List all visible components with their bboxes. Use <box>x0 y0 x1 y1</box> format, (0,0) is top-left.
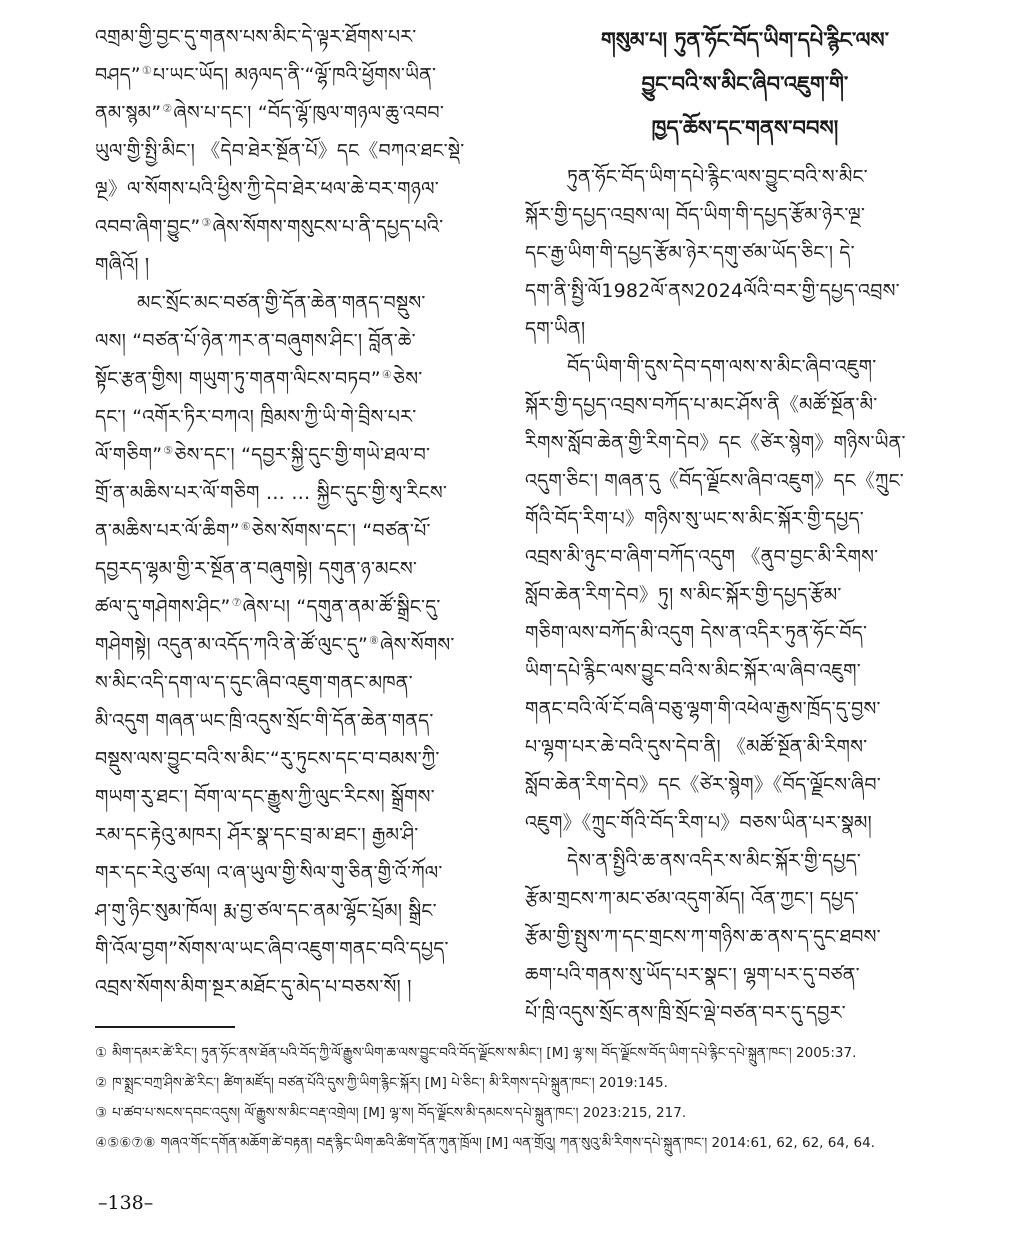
footnote-separator-rule <box>95 1026 235 1028</box>
text-line: མི་འདུག གཞན་ཡང་ཁྲི་འདུས་སྲོང་གི་དོན་ཆེན་གནད་ <box>95 710 434 732</box>
text-line: སྐོར་གྱི་དཔྱད་འབྲས་བཀོད་པ་མང་ཤོས་ནི《མཚོ་སྔོན་མི་ <box>525 394 878 416</box>
footnote-ref-marker: ① <box>141 63 152 77</box>
text-line: ཚལ་དུ་གཤེགས་ཤིང”⑦ཞེས་པ། “དགུན་ནམ་ཚོ་སྒྲིང་དུ་ <box>95 595 441 618</box>
text-line: མང་སྲོང་མང་བཙན་གྱི་དོན་ཆེན་གནད་བསྡུས་ <box>137 292 426 314</box>
text-line: གྲོ་ན་མཆིས་པར་ལོ་གཅིག … … སྐྱིང་དུང་གྱི་སྭ་རིངས་ <box>95 482 448 504</box>
text-line: ཡུལ་གྱི་སྤྱི་མིང་། 《དེབ་ཐེར་སྔོན་པོ》དང《བཀའ་ཐང་སྡེ་ <box>95 140 465 162</box>
text-line: འབྲས་མི་ཉུང་བ་ཞིག་བཀོད་འདུག 《ནུབ་བྱང་མི་རིགས་ <box>525 546 879 568</box>
page-number: –138– <box>98 1192 154 1214</box>
right-paragraph-3 <box>525 842 965 1032</box>
text-line: ན་མཆིས་པར་ལོ་ཆིག”⑥ཅེས་སོགས་དང་། “བཙན་པོ་ <box>95 519 431 542</box>
text-line: པོ་ཁྲི་འདུས་སྲོང་ནས་ཁྲི་སྲོང་ལྡེ་བཙན་བར་དུ་དབྱར་ <box>525 1002 846 1024</box>
text-line: ས་མིང་འདི་དག་ལ་ད་དུང་ཞིབ་འཇུག་གནང་མཁན་ <box>95 672 413 694</box>
left-paragraph-1 <box>95 18 497 284</box>
text-line: ཏུན་ཧོང་བོད་ཡིག་དཔེ་རྙིང་ལས་བྱུང་བའི་ས་མིང་ <box>567 166 868 188</box>
text-line: འབབ་ཞིག་བྱུང”③ཞེས་སོགས་གསུངས་པ་ནི་དཔྱད་པའི་ <box>95 215 444 238</box>
text-line: ཆག་པའི་གནས་སུ་ཡོད་པར་སྣང་། ལྷག་པར་དུ་བཙན་ <box>525 964 860 986</box>
text-line: ལོ་གཅིག”⑤ཅེས་དང་། “དབྱར་སྐྱི་དུང་གྱི་གཡེ་ཐལ་བ་ <box>95 443 431 466</box>
text-line: འགྲམ་གྱི་བྱང་དུ་གནས་པས་མིང་དེ་ལྟར་ཐོགས་པར་ <box>95 26 417 48</box>
text-line: དང་། “འགོར་ཏིར་བཀའ། ཁྲིམས་ཀྱི་ཡི་གེ་བྲིས་པར་ <box>95 406 417 428</box>
text-line: གཅིག་ལས་བཀོད་མི་འདུག དེས་ན་འདིར་ཏུན་ཧོང་བོད་ <box>525 622 868 644</box>
text-line: གཞིའོ། ། <box>95 254 150 276</box>
text-line: ཤ་གུ་ཉིང་སུམ་ཁོལ། རྨ་བྱ་ཙལ་དང་ནམ་ལྷོང་པྲོམ། སྒྲིང་ <box>95 900 437 922</box>
text-line: བཤད”①པ་ཡང་ཡོད། མཉལད་ནི་“ལྷོ་ཁའི་ཕྱོགས་ཡིན་ <box>95 63 437 86</box>
footnotes-section <box>95 1026 962 1160</box>
footnote-ref-marker: ⑧ <box>369 633 380 647</box>
left-column <box>95 18 497 1032</box>
footnote-ref-marker: ② <box>162 101 173 115</box>
footnote-1-marker: ① <box>95 1045 108 1061</box>
footnote-ref-marker: ⑦ <box>231 595 242 609</box>
text-line: གནང་བའི་ལོ་ངོ་བཞི་བཅུ་ལྷག་གི་འཕེལ་རྒྱས་ཁྲོད་དུ་བྱས་ <box>525 698 881 720</box>
footnote-ref-marker: ④ <box>381 367 392 381</box>
right-column <box>525 18 965 1032</box>
text-line: སློབ་ཆེན་རིག་དེབ》དང《ཙེར་སྙེག》《བོད་ལྗོངས་ཞིབ་ <box>525 774 881 796</box>
text-line: ལྔ》ལ་སོགས་པའི་ཕྱིས་ཀྱི་དེབ་ཐེར་ཕལ་ཆེ་བར་གཉལ་ <box>95 178 439 200</box>
footnote-4-text: གཞའ་གོང་དགོན་མཆོག་ཚེ་བརྟན། བརྡ་རྙིང་ཡིག་ཆའི་ཚིག་དོན་ཀུན་ཁྲོལ། [M] ལན་གྲོའུ། ཀན་སུའུ་མི་རིགས་དཔེ་སྐྲུན་ཁང་། 2014:61, 62, 62, 64, 64. <box>160 1135 875 1151</box>
text-line: གི་འོལ་བྱག”སོགས་ལ་ཡང་ཞིབ་འཇུག་གནང་བའི་དཔྱད་ <box>95 938 449 960</box>
text-line: ལས། “བཙན་པོ་ཉེན་ཀར་ན་བཞུགས་ཤིང་། བློན་ཆེ་ <box>95 330 416 352</box>
text-line: འདུག་ཅིང་། གཞན་དུ《བོད་ལྗོངས་ཞིབ་འཇུག》དང《ཀྲུང་ <box>525 470 904 492</box>
footnote-1-text: མིག་དམར་ཚེ་རིང་། ཏུན་ཧོང་ནས་ཐོན་པའི་བོད་ཀྱི་ལོ་རྒྱུས་ཡིག་ཆ་ལས་བྱུང་བའི་བོད་ལྗོངས་ས་མིང་། [M] ལྷ་ས། བོད་ལྗོངས་བོད་ཡིག་དཔེ་རྙིང་དཔེ་སྐྲུན་ཁང་། 2005:37. <box>112 1045 857 1061</box>
text-line: སློབ་ཆེན་རིག་དེབ》ཏུ། ས་མིང་སྐོར་གྱི་དཔྱད་རྩོམ་ <box>525 584 842 606</box>
footnote-1 <box>95 1040 962 1067</box>
text-line: ནམ་སྙམ”②ཞེས་པ་དང་། “བོད་ལྷོ་ཁུལ་གཉལ་ཆུ་འབབ་ <box>95 101 445 124</box>
footnote-2-text: ཁ་སྨྲང་བཀྲ་ཤིས་ཚེ་རིང་། ཚིག་མཛོད། བཙན་པོའི་དུས་ཀྱི་ཡིག་རྙིང་སྐོར། [M] པེ་ཅིང་། མི་རིགས་དཔེ་སྐྲུན་ཁང་། 2019:145. <box>112 1075 668 1091</box>
text-columns <box>95 18 965 1032</box>
footnote-3 <box>95 1100 962 1127</box>
footnote-4-marker: ④⑤⑥⑦⑧ <box>95 1135 156 1151</box>
footnote-3-text: པ་ཚབ་པ་སངས་དབང་འདུས། ལོ་རྒྱུས་ས་མིང་བརྡ་འགྲེལ། [M] ལྷ་ས། བོད་ལྗོངས་མི་དམངས་དཔེ་སྐྲུན་ཁང་། 2023:215, 217. <box>112 1105 687 1121</box>
right-paragraph-2 <box>525 348 965 842</box>
footnote-ref-marker: ⑤ <box>163 443 174 457</box>
footnote-4 <box>95 1130 962 1157</box>
text-line: འཇུག》《ཀྲུང་གོའི་བོད་རིག་པ》བཅས་ཡིན་པར་སྣམ། <box>525 812 872 834</box>
text-line: གསུམ་པ། ཏུན་ཧོང་བོད་ཡིག་དཔེ་རྙིང་ལས་ <box>600 28 890 52</box>
text-line: འབྲས་སོགས་མིག་སྔར་མཐོང་དུ་མེད་པ་བཅས་སོ། ། <box>95 976 412 998</box>
text-line: བསྡུས་ལས་བྱུང་བའི་ས་མིང་“རུ་ཏུངས་དང་བ་བམས་ཀྱི་ <box>95 748 440 770</box>
text-line: དང་རྒྱ་ཡིག་གི་དཔྱད་རྩོམ་ཉེར་དགུ་ཙམ་ཡོད་ཅིང་། དེ་ <box>525 242 855 264</box>
text-line: གཤེགསྟེ། འདུན་མ་འདོད་ཀའི་ནེ་ཚོ་ལུང་དུ”⑧ཞེས་སོགས་ <box>95 633 455 656</box>
text-line: རྩོམ་གྱི་སྤུས་ཀ་དང་གྲངས་ཀ་གཉིས་ཆ་ནས་ད་དུང་ཐབས་ <box>525 926 881 948</box>
footnote-2 <box>95 1070 962 1097</box>
text-line: སྐོར་གྱི་དཔྱད་འབྲས་ལ། བོད་ཡིག་གི་དཔྱད་རྩོམ་ཉེར་ལྔ་ <box>525 204 866 226</box>
text-line: གཡག་རུ་ཐང་། བོག་ལ་དང་རྒྱུས་ཀྱི་ལུང་རིངས། སྒྲོགས་ <box>95 786 435 808</box>
text-line: བོད་ཡིག་གི་དུས་དེབ་དག་ལས་ས་མིང་ཞིབ་འཇུག་ <box>567 356 877 378</box>
text-line: སྟོང་རྩན་གྱིས། གཡུག་ཏུ་གནག་ལིངས་བཏབ”④ཅེས་ <box>95 367 423 390</box>
text-line: དེས་ན་སྤྱིའི་ཆ་ནས་འདིར་ས་མིང་སྐོར་གྱི་དཔྱད་ <box>567 850 861 872</box>
text-line: དབྱརད་ལྷམ་གྱི་ར་སྔོན་ན་བཞུགསྟེ། དགུན་ཉ་མངས་ <box>95 558 418 580</box>
text-line: རིགས་སློབ་ཆེན་གྱི་རིག་དེབ》དང《ཙེར་སྙེག》གཉིས་ཡིན་ <box>525 432 906 454</box>
footnote-2-marker: ② <box>95 1075 108 1091</box>
text-line: ཁྱད་ཆོས་དང་གནས་བབས། <box>651 116 839 140</box>
footnote-3-marker: ③ <box>95 1105 108 1121</box>
text-line: དག་ཡིན། <box>525 318 586 340</box>
text-line: པ་ལྷག་པར་ཆེ་བའི་དུས་དེབ་ནི། 《མཚོ་སྔོན་མི་རིགས་ <box>525 736 868 758</box>
text-line: གར་དང་རེའུ་ཙལ། འ་ཞ་ཡུལ་གྱི་སིལ་གུ་ཅིན་གྱི་འོ་ཀོལ་ <box>95 862 443 884</box>
text-line: རྩོམ་གྲངས་ཀ་མང་ཙམ་འདུག་མོད། འོན་ཀྱང་། དཔྱད་ <box>525 888 859 910</box>
text-line: བྱུང་བའི་ས་མིང་ཞིབ་འཇུག་གི་ <box>641 72 849 96</box>
text-line: གོའི་བོད་རིག་པ》གཉིས་སུ་ཡང་ས་མིང་སྐོར་གྱི་དཔྱད་ <box>525 508 864 530</box>
footnote-ref-marker: ⑥ <box>240 519 251 533</box>
section-heading <box>525 18 965 150</box>
text-line: དག་ནི་སྤྱི་ལོ1982ལོ་ནས2024ལོའི་བར་གྱི་དཔྱད་འབྲས་ <box>525 280 900 302</box>
text-line: ཡིག་དཔེ་རྙིང་ལས་བྱུང་བའི་ས་མིང་སྐོར་ལ་ཞིབ་འཇུག་ <box>525 660 861 682</box>
footnote-ref-marker: ③ <box>201 215 212 229</box>
left-paragraph-2 <box>95 284 497 1006</box>
text-line: རམ་དང་རྟེའུ་མཁར། ཤོར་སྣ་དང་བྲ་མ་ཐང་། རྒྱམ་ཤི་ <box>95 824 419 846</box>
right-paragraph-1 <box>525 158 965 348</box>
